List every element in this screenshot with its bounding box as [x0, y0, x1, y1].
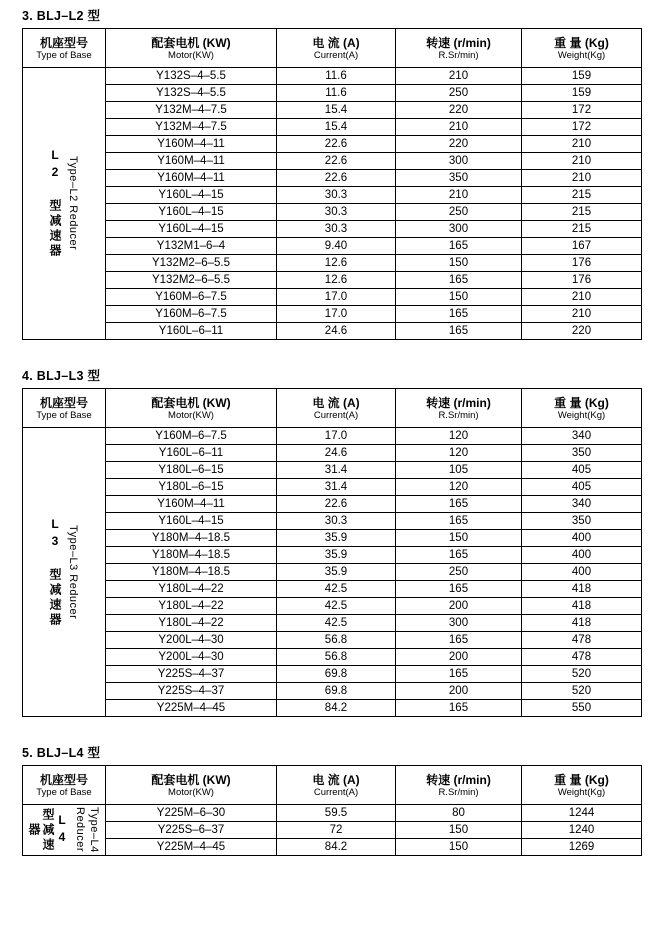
- column-header-en: Motor(KW): [168, 786, 214, 798]
- speed-cell: 200: [396, 598, 522, 615]
- table-row: [23, 238, 642, 255]
- column-header: [277, 389, 396, 428]
- current-cell: 69.8: [277, 683, 396, 700]
- speed-cell: 200: [396, 683, 522, 700]
- table-row: [23, 102, 642, 119]
- motor-model-cell: Y132M1–6–4: [106, 238, 277, 255]
- current-cell: 12.6: [277, 272, 396, 289]
- weight-cell: 1244: [522, 805, 642, 822]
- reducer-type-label-en: Type–L2 Reducer: [67, 156, 79, 251]
- weight-cell: 176: [522, 272, 642, 289]
- weight-cell: 340: [522, 428, 642, 445]
- speed-cell: 80: [396, 805, 522, 822]
- column-header-en: Current(A): [313, 409, 359, 421]
- table-row: [23, 547, 642, 564]
- current-cell: 35.9: [277, 547, 396, 564]
- weight-cell: 172: [522, 119, 642, 136]
- motor-model-cell: Y160L–6–11: [106, 323, 277, 340]
- current-cell: 9.40: [277, 238, 396, 255]
- motor-model-cell: Y160L–4–15: [106, 221, 277, 238]
- reducer-type-label-cn: L4 型减速器: [27, 807, 69, 853]
- motor-model-cell: Y180L–6–15: [106, 462, 277, 479]
- weight-cell: 400: [522, 530, 642, 547]
- weight-cell: 210: [522, 289, 642, 306]
- section-title: 4. BLJ–L3 型: [22, 369, 101, 383]
- column-header-cn: 机座型号: [39, 395, 88, 410]
- reducer-type-cell: [23, 68, 106, 340]
- current-cell: 30.3: [277, 221, 396, 238]
- speed-cell: 300: [396, 221, 522, 238]
- reducer-type-cell: [23, 805, 106, 856]
- speed-cell: 105: [396, 462, 522, 479]
- weight-cell: 400: [522, 564, 642, 581]
- column-header: [396, 766, 522, 805]
- column-header-en: Weight(Kg): [557, 409, 606, 421]
- current-cell: 35.9: [277, 564, 396, 581]
- table-row: [23, 170, 642, 187]
- reducer-type-cell: [23, 428, 106, 717]
- column-header-cn: 配套电机 (KW): [151, 35, 231, 50]
- column-header-en: Current(A): [313, 49, 359, 61]
- current-cell: 84.2: [277, 700, 396, 717]
- motor-model-cell: Y132M2–6–5.5: [106, 255, 277, 272]
- current-cell: 42.5: [277, 581, 396, 598]
- table-row: [23, 289, 642, 306]
- motor-model-cell: Y180M–4–18.5: [106, 530, 277, 547]
- motor-model-cell: Y180L–6–15: [106, 479, 277, 496]
- current-cell: 31.4: [277, 479, 396, 496]
- table-row: [23, 530, 642, 547]
- weight-cell: 1240: [522, 822, 642, 839]
- motor-model-cell: Y180L–4–22: [106, 581, 277, 598]
- current-cell: 30.3: [277, 187, 396, 204]
- weight-cell: 520: [522, 666, 642, 683]
- speed-cell: 200: [396, 649, 522, 666]
- current-cell: 69.8: [277, 666, 396, 683]
- spec-table: [22, 28, 642, 340]
- weight-cell: 210: [522, 306, 642, 323]
- table-row: [23, 428, 642, 445]
- weight-cell: 167: [522, 238, 642, 255]
- speed-cell: 165: [396, 547, 522, 564]
- motor-model-cell: Y200L–4–30: [106, 632, 277, 649]
- table-row: [23, 153, 642, 170]
- reducer-type-label-cn: L3 型减速器: [48, 516, 62, 628]
- table-row: [23, 598, 642, 615]
- weight-cell: 215: [522, 221, 642, 238]
- weight-cell: 340: [522, 496, 642, 513]
- table-row: [23, 272, 642, 289]
- table-header-row: [23, 766, 642, 805]
- motor-model-cell: Y225S–6–37: [106, 822, 277, 839]
- column-header-en: Weight(Kg): [557, 786, 606, 798]
- table-row: [23, 615, 642, 632]
- motor-model-cell: Y180M–4–18.5: [106, 564, 277, 581]
- table-header-row: [23, 389, 642, 428]
- speed-cell: 150: [396, 255, 522, 272]
- column-header-en: R.Sr/min): [438, 49, 479, 61]
- motor-model-cell: Y160M–6–7.5: [106, 289, 277, 306]
- current-cell: 72: [277, 822, 396, 839]
- column-header-cn: 转速 (r/min): [426, 395, 491, 410]
- speed-cell: 250: [396, 564, 522, 581]
- column-header-cn: 重 量 (Kg): [554, 395, 609, 410]
- column-header-en: R.Sr/min): [438, 786, 479, 798]
- weight-cell: 350: [522, 445, 642, 462]
- column-header-en: Type of Base: [36, 49, 92, 61]
- column-header-cn: 配套电机 (KW): [151, 395, 231, 410]
- column-header-en: Motor(KW): [168, 409, 214, 421]
- table-row: [23, 632, 642, 649]
- table-row: [23, 513, 642, 530]
- weight-cell: 176: [522, 255, 642, 272]
- motor-model-cell: Y160M–4–11: [106, 170, 277, 187]
- speed-cell: 165: [396, 238, 522, 255]
- speed-cell: 210: [396, 119, 522, 136]
- speed-cell: 150: [396, 530, 522, 547]
- current-cell: 22.6: [277, 170, 396, 187]
- speed-cell: 120: [396, 479, 522, 496]
- column-header-cn: 机座型号: [39, 772, 88, 787]
- current-cell: 17.0: [277, 306, 396, 323]
- speed-cell: 210: [396, 68, 522, 85]
- motor-model-cell: Y225M–4–45: [106, 700, 277, 717]
- speed-cell: 165: [396, 496, 522, 513]
- table-row: [23, 700, 642, 717]
- motor-model-cell: Y200L–4–30: [106, 649, 277, 666]
- table-row: [23, 85, 642, 102]
- table-row: [23, 204, 642, 221]
- motor-model-cell: Y160M–4–11: [106, 153, 277, 170]
- current-cell: 22.6: [277, 136, 396, 153]
- speed-cell: 165: [396, 323, 522, 340]
- column-header-cn: 配套电机 (KW): [151, 772, 231, 787]
- current-cell: 11.6: [277, 85, 396, 102]
- motor-model-cell: Y225M–6–30: [106, 805, 277, 822]
- speed-cell: 150: [396, 289, 522, 306]
- table-row: [23, 445, 642, 462]
- table-row: [23, 462, 642, 479]
- motor-model-cell: Y160M–4–11: [106, 496, 277, 513]
- current-cell: 56.8: [277, 632, 396, 649]
- column-header: [396, 29, 522, 68]
- table-row: [23, 822, 642, 839]
- current-cell: 12.6: [277, 255, 396, 272]
- weight-cell: 400: [522, 547, 642, 564]
- weight-cell: 215: [522, 204, 642, 221]
- current-cell: 56.8: [277, 649, 396, 666]
- table-row: [23, 136, 642, 153]
- column-header: [522, 389, 642, 428]
- motor-model-cell: Y132M–4–7.5: [106, 119, 277, 136]
- table-row: [23, 649, 642, 666]
- table-row: [23, 221, 642, 238]
- section-title: 3. BLJ–L2 型: [22, 9, 101, 23]
- motor-model-cell: Y160M–4–11: [106, 136, 277, 153]
- current-cell: 22.6: [277, 496, 396, 513]
- weight-cell: 418: [522, 581, 642, 598]
- motor-model-cell: Y160M–6–7.5: [106, 428, 277, 445]
- speed-cell: 300: [396, 153, 522, 170]
- motor-model-cell: Y132S–4–5.5: [106, 68, 277, 85]
- table-row: [23, 187, 642, 204]
- current-cell: 42.5: [277, 598, 396, 615]
- weight-cell: 405: [522, 462, 642, 479]
- weight-cell: 1269: [522, 839, 642, 856]
- column-header-cn: 重 量 (Kg): [554, 35, 609, 50]
- speed-cell: 165: [396, 632, 522, 649]
- current-cell: 31.4: [277, 462, 396, 479]
- weight-cell: 172: [522, 102, 642, 119]
- reducer-type-label-en: Type–L3 Reducer: [67, 524, 79, 620]
- speed-cell: 165: [396, 306, 522, 323]
- current-cell: 22.6: [277, 153, 396, 170]
- current-cell: 15.4: [277, 102, 396, 119]
- current-cell: 30.3: [277, 204, 396, 221]
- column-header: [23, 389, 106, 428]
- motor-model-cell: Y225S–4–37: [106, 683, 277, 700]
- current-cell: 11.6: [277, 68, 396, 85]
- column-header-cn: 重 量 (Kg): [554, 772, 609, 787]
- speed-cell: 150: [396, 822, 522, 839]
- table-row: [23, 839, 642, 856]
- table-row: [23, 496, 642, 513]
- spec-section: [0, 737, 670, 870]
- current-cell: 24.6: [277, 323, 396, 340]
- current-cell: 59.5: [277, 805, 396, 822]
- weight-cell: 210: [522, 153, 642, 170]
- speed-cell: 120: [396, 428, 522, 445]
- column-header: [396, 389, 522, 428]
- spec-section: [0, 0, 670, 360]
- column-header: [522, 29, 642, 68]
- column-header: [522, 766, 642, 805]
- weight-cell: 350: [522, 513, 642, 530]
- weight-cell: 550: [522, 700, 642, 717]
- speed-cell: 165: [396, 272, 522, 289]
- column-header-cn: 转速 (r/min): [426, 772, 491, 787]
- spec-table: [22, 765, 642, 856]
- column-header: [106, 389, 277, 428]
- column-header-cn: 转速 (r/min): [426, 35, 491, 50]
- weight-cell: 220: [522, 323, 642, 340]
- motor-model-cell: Y160L–4–15: [106, 204, 277, 221]
- column-header-cn: 电 流 (A): [312, 395, 360, 410]
- section-spacer: [0, 717, 670, 737]
- speed-cell: 220: [396, 136, 522, 153]
- motor-model-cell: Y160M–6–7.5: [106, 306, 277, 323]
- current-cell: 30.3: [277, 513, 396, 530]
- speed-cell: 220: [396, 102, 522, 119]
- weight-cell: 210: [522, 170, 642, 187]
- motor-model-cell: Y160L–6–11: [106, 445, 277, 462]
- current-cell: 17.0: [277, 428, 396, 445]
- motor-model-cell: Y132M–4–7.5: [106, 102, 277, 119]
- speed-cell: 250: [396, 204, 522, 221]
- speed-cell: 210: [396, 187, 522, 204]
- motor-model-cell: Y132M2–6–5.5: [106, 272, 277, 289]
- motor-model-cell: Y180M–4–18.5: [106, 547, 277, 564]
- table-row: [23, 805, 642, 822]
- column-header: [106, 766, 277, 805]
- motor-model-cell: Y180L–4–22: [106, 598, 277, 615]
- weight-cell: 520: [522, 683, 642, 700]
- column-header-en: Motor(KW): [168, 49, 214, 61]
- current-cell: 42.5: [277, 615, 396, 632]
- motor-model-cell: Y160L–4–15: [106, 513, 277, 530]
- table-row: [23, 323, 642, 340]
- current-cell: 24.6: [277, 445, 396, 462]
- column-header: [106, 29, 277, 68]
- speed-cell: 150: [396, 839, 522, 856]
- current-cell: 17.0: [277, 289, 396, 306]
- column-header-en: R.Sr/min): [438, 409, 479, 421]
- motor-model-cell: Y180L–4–22: [106, 615, 277, 632]
- table-row: [23, 479, 642, 496]
- table-row: [23, 581, 642, 598]
- table-row: [23, 68, 642, 85]
- motor-model-cell: Y225M–4–45: [106, 839, 277, 856]
- motor-model-cell: Y225S–4–37: [106, 666, 277, 683]
- column-header: [277, 766, 396, 805]
- column-header-en: Type of Base: [36, 409, 92, 421]
- speed-cell: 165: [396, 666, 522, 683]
- weight-cell: 478: [522, 649, 642, 666]
- spec-table: [22, 388, 642, 717]
- table-header-row: [23, 29, 642, 68]
- speed-cell: 350: [396, 170, 522, 187]
- column-header-en: Type of Base: [36, 786, 92, 798]
- column-header-cn: 电 流 (A): [312, 35, 360, 50]
- reducer-type-label-en: Type–L4 Reducer: [74, 807, 100, 853]
- column-header: [23, 29, 106, 68]
- speed-cell: 165: [396, 581, 522, 598]
- section-spacer: [0, 856, 670, 870]
- current-cell: 15.4: [277, 119, 396, 136]
- spec-section: [0, 360, 670, 737]
- table-row: [23, 119, 642, 136]
- table-row: [23, 564, 642, 581]
- speed-cell: 300: [396, 615, 522, 632]
- column-header: [23, 766, 106, 805]
- weight-cell: 405: [522, 479, 642, 496]
- weight-cell: 418: [522, 615, 642, 632]
- table-row: [23, 306, 642, 323]
- motor-model-cell: Y132S–4–5.5: [106, 85, 277, 102]
- current-cell: 84.2: [277, 839, 396, 856]
- speed-cell: 250: [396, 85, 522, 102]
- column-header-cn: 电 流 (A): [312, 772, 360, 787]
- weight-cell: 215: [522, 187, 642, 204]
- speed-cell: 120: [396, 445, 522, 462]
- weight-cell: 210: [522, 136, 642, 153]
- column-header-cn: 机座型号: [39, 35, 88, 50]
- section-spacer: [0, 340, 670, 360]
- table-row: [23, 255, 642, 272]
- column-header: [277, 29, 396, 68]
- table-row: [23, 683, 642, 700]
- column-header-en: Current(A): [313, 786, 359, 798]
- weight-cell: 159: [522, 68, 642, 85]
- motor-model-cell: Y160L–4–15: [106, 187, 277, 204]
- speed-cell: 165: [396, 513, 522, 530]
- section-title: 5. BLJ–L4 型: [22, 746, 101, 760]
- weight-cell: 478: [522, 632, 642, 649]
- reducer-type-label-cn: L2 型减速器: [48, 148, 62, 259]
- weight-cell: 418: [522, 598, 642, 615]
- weight-cell: 159: [522, 85, 642, 102]
- table-row: [23, 666, 642, 683]
- column-header-en: Weight(Kg): [557, 49, 606, 61]
- speed-cell: 165: [396, 700, 522, 717]
- current-cell: 35.9: [277, 530, 396, 547]
